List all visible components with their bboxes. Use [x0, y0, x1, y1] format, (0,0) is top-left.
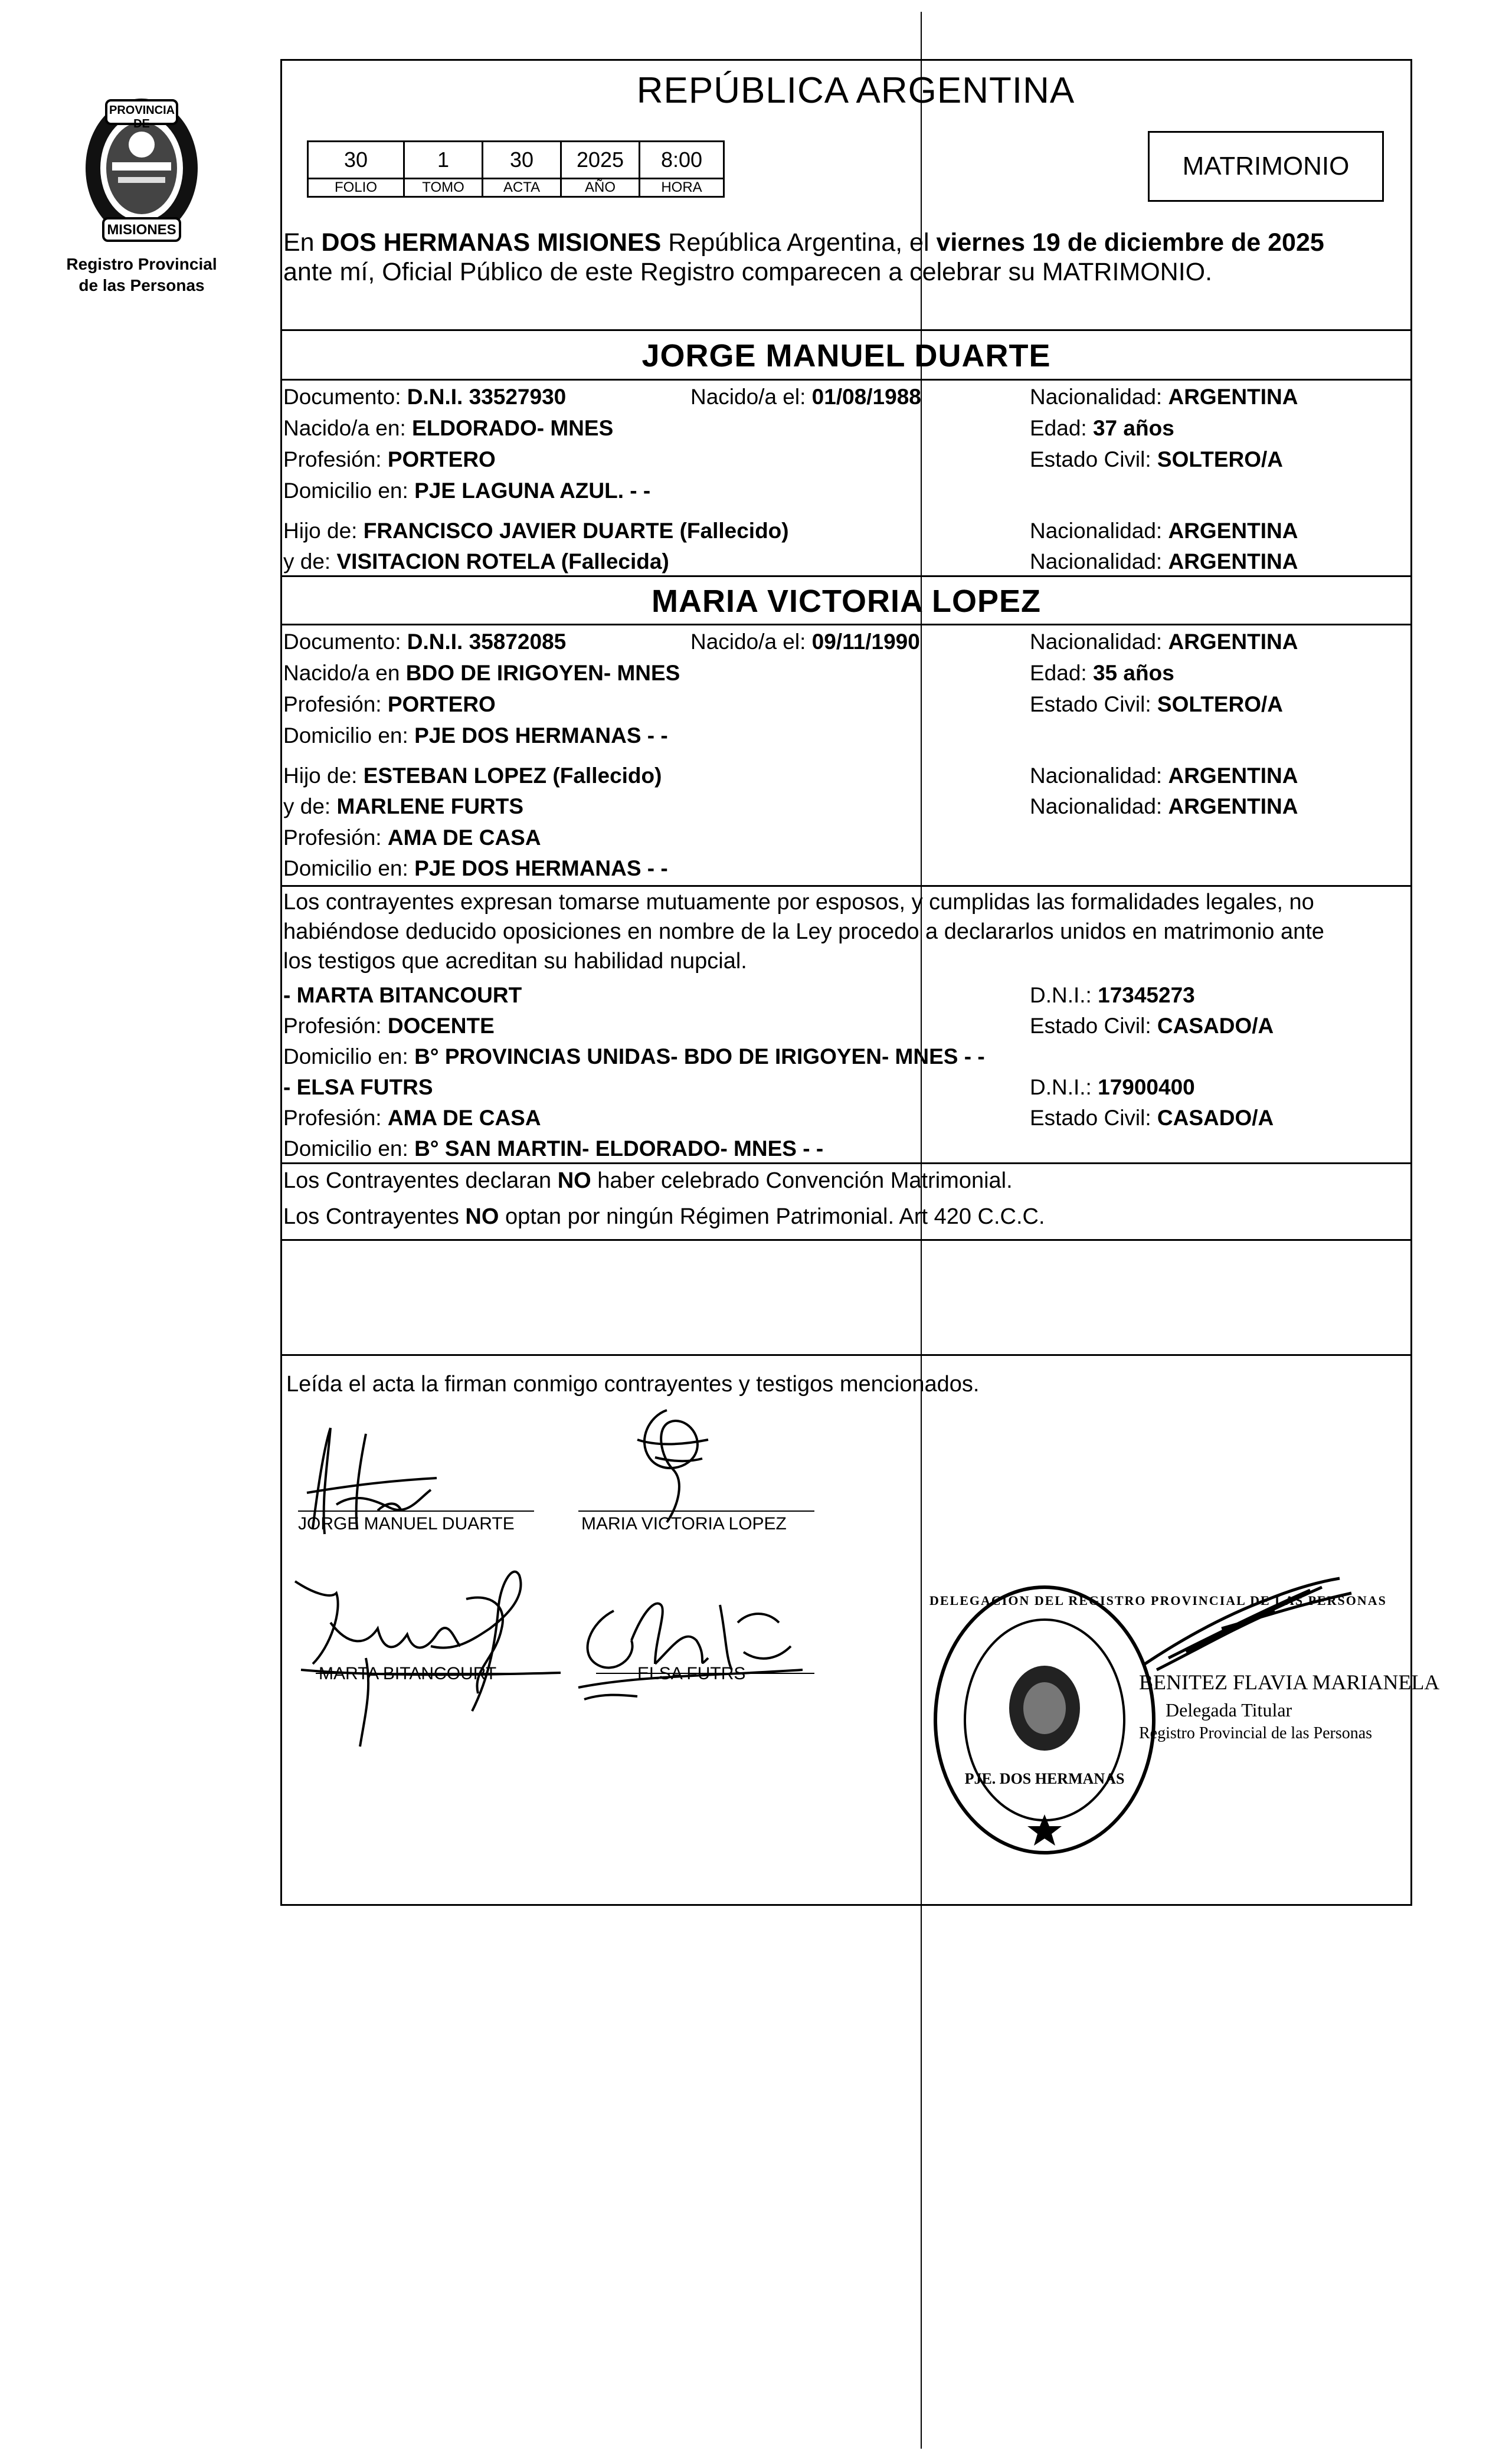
closing-statement: Leída el acta la firman conmigo contrayentes y testigos mencionados.: [286, 1372, 980, 1397]
dni-value: 17345273: [1098, 983, 1195, 1007]
logo-caption: [47, 254, 236, 296]
witness1-signature-caption: MARTA BITANCOURT: [319, 1664, 497, 1683]
spouse1-name: JORGE MANUEL DUARTE: [641, 338, 1051, 373]
regime-line-2: [283, 1201, 1045, 1232]
declaration-line-2: habiéndose deducido oposiciones en nombre de la Ley procedo a declararlos unidos en matrimonio ante: [283, 919, 1324, 944]
address-value: PJE DOS HERMANAS - -: [414, 723, 668, 748]
nat-value: ARGENTINA: [1168, 764, 1298, 788]
mother-label: y de:: [283, 794, 337, 818]
witness2-signature: [567, 1587, 814, 1705]
spouse2-profession: [283, 689, 496, 720]
address-label: Domicilio en:: [283, 1136, 415, 1161]
tomo-value: 1: [404, 142, 483, 179]
born-on-label: Nacido/a el:: [690, 385, 812, 409]
address-label: Domicilio en:: [283, 856, 415, 880]
witness1-profession: [283, 1011, 495, 1041]
profession-label: Profesión:: [283, 825, 388, 850]
father-value: FRANCISCO JAVIER DUARTE (Fallecido): [363, 519, 789, 543]
witness2-signature-caption: ELSA FUTRS: [637, 1664, 746, 1683]
year-label: AÑO: [561, 179, 640, 197]
father-label: Hijo de:: [283, 519, 364, 543]
mother-value: MARLENE FURTS: [336, 794, 524, 818]
nat-label: Nacionalidad:: [1030, 630, 1168, 654]
father-label: Hijo de:: [283, 764, 364, 788]
born-on-label: Nacido/a el:: [690, 630, 812, 654]
nat-label: Nacionalidad:: [1030, 385, 1168, 409]
age-label: Edad:: [1030, 416, 1093, 440]
born-in-value: ELDORADO- MNES: [412, 416, 614, 440]
regime-text: Los Contrayentes: [283, 1204, 466, 1229]
spouse2-mother-profession: [283, 823, 541, 853]
witness1-address: [283, 1041, 985, 1072]
divider-spouse1: [280, 379, 1412, 381]
officer-signature: [1133, 1564, 1363, 1682]
spouse2-father: [283, 761, 662, 791]
spouse2-born-on: [690, 627, 920, 657]
doc-value: D.N.I. 33527930: [407, 385, 567, 409]
hour-value: 8:00: [640, 142, 724, 179]
divider-empty-top: [280, 1239, 1412, 1241]
intro-prefix: En: [283, 228, 322, 257]
regime-line-1: [283, 1165, 1013, 1196]
doc-label: Documento:: [283, 385, 407, 409]
address-label: Domicilio en:: [283, 479, 415, 503]
civil-label: Estado Civil:: [1030, 447, 1157, 471]
nat-value: ARGENTINA: [1168, 630, 1298, 654]
intro-line-1: [283, 227, 1324, 258]
intro-line-2: ante mí, Oficial Público de este Registro comparecen a celebrar su MATRIMONIO.: [283, 258, 1213, 286]
officer-role: Delegada Titular: [1166, 1699, 1292, 1721]
doc-label: Documento:: [283, 630, 407, 654]
officer-name: BENITEZ FLAVIA MARIANELA: [1139, 1670, 1440, 1694]
nat-value: ARGENTINA: [1168, 549, 1298, 574]
spouse2-mother-nationality: [1030, 791, 1298, 822]
father-value: ESTEBAN LOPEZ (Fallecido): [363, 764, 662, 788]
spouse2-doc: [283, 627, 566, 657]
born-on-value: 09/11/1990: [811, 630, 920, 654]
nat-value: ARGENTINA: [1168, 519, 1298, 543]
age-value: 35 años: [1092, 661, 1174, 685]
born-in-label: Nacido/a en:: [283, 416, 413, 440]
folio-value: 30: [308, 142, 404, 179]
dni-label: D.N.I.:: [1030, 1075, 1098, 1099]
stamp-inner-text: PJE. DOS HERMANAS: [964, 1770, 1125, 1787]
caption-line-2: de las Personas: [78, 276, 205, 294]
profession-value: AMA DE CASA: [387, 1106, 541, 1130]
seal-text-top: PROVINCIA DE: [109, 104, 175, 130]
officer-office: Registro Provincial de las Personas: [1139, 1724, 1373, 1742]
spouse1-born-on: [690, 382, 921, 412]
spouse2-civil-status: [1030, 689, 1283, 720]
witness2-name: - ELSA FUTRS: [283, 1075, 433, 1099]
witness1-name: - MARTA BITANCOURT: [283, 983, 522, 1007]
spouse2-signature-line: [578, 1510, 814, 1512]
spouse2-address: [283, 720, 668, 751]
address-value: PJE DOS HERMANAS - -: [414, 856, 668, 880]
address-value: PJE LAGUNA AZUL. - -: [414, 479, 651, 503]
spouse1-civil-status: [1030, 444, 1283, 475]
country-title: REPÚBLICA ARGENTINA: [636, 70, 1075, 111]
regime-text: haber celebrado Convención Matrimonial.: [591, 1168, 1013, 1193]
seal-text-bottom: MISIONES: [107, 222, 176, 238]
civil-value: CASADO/A: [1157, 1014, 1274, 1038]
spouse2-born-in: [283, 658, 680, 689]
spouse1-mother-nationality: [1030, 546, 1298, 577]
witness1-dni: [1030, 980, 1195, 1011]
regime-no: NO: [557, 1168, 591, 1193]
spouse1-doc: [283, 382, 566, 412]
mother-label: y de:: [283, 549, 337, 574]
spouse1-signature-line: [298, 1510, 534, 1512]
dni-value: 17900400: [1098, 1075, 1195, 1099]
profession-label: Profesión:: [283, 692, 388, 716]
born-in-label: Nacido/a en: [283, 661, 406, 685]
spouse2-signature-caption: MARIA VICTORIA LOPEZ: [581, 1514, 787, 1534]
address-value: B° PROVINCIAS UNIDAS- BDO DE IRIGOYEN- MNES - -: [414, 1044, 985, 1069]
spouse1-born-in: [283, 413, 613, 444]
divider-spouse2: [280, 624, 1412, 625]
spouse2-age: [1030, 658, 1174, 689]
tomo-label: TOMO: [404, 179, 483, 197]
year-value: 2025: [561, 142, 640, 179]
registry-table: [307, 140, 725, 198]
marriage-date: viernes 19 de diciembre de 2025: [936, 228, 1324, 257]
witness2-profession: [283, 1103, 541, 1133]
regime-text: optan por ningún Régimen Patrimonial. Art 420 C.C.C.: [499, 1204, 1045, 1229]
spouse2-nationality: [1030, 627, 1298, 657]
doc-value: D.N.I. 35872085: [407, 630, 567, 654]
witness2-dni: [1030, 1072, 1195, 1103]
spouse1-father-nationality: [1030, 516, 1298, 546]
witness2-civil-status: [1030, 1103, 1274, 1133]
spouse1-nationality: [1030, 382, 1298, 412]
address-label: Domicilio en:: [283, 723, 415, 748]
civil-label: Estado Civil:: [1030, 1014, 1157, 1038]
declaration-line-1: Los contrayentes expresan tomarse mutuamente por esposos, y cumplidas las formalidades legales, no: [283, 890, 1314, 915]
spouse2-father-nationality: [1030, 761, 1298, 791]
marriage-place: DOS HERMANAS MISIONES: [321, 228, 662, 257]
profession-label: Profesión:: [283, 1106, 388, 1130]
spouse2-mother-address: [283, 853, 668, 884]
profession-label: Profesión:: [283, 1014, 388, 1038]
nat-label: Nacionalidad:: [1030, 794, 1168, 818]
mother-value: VISITACION ROTELA (Fallecida): [336, 549, 669, 574]
spouse1-signature-caption: JORGE MANUEL DUARTE: [298, 1514, 515, 1534]
acta-label: ACTA: [483, 179, 561, 197]
age-label: Edad:: [1030, 661, 1093, 685]
folio-label: FOLIO: [308, 179, 404, 197]
stamp-ring-text: DELEGACION DEL REGISTRO PROVINCIAL DE LAS PERSONAS: [929, 1593, 1387, 1608]
spouse1-mother: [283, 546, 669, 577]
nat-value: ARGENTINA: [1168, 794, 1298, 818]
intro-mid: República Argentina, el: [661, 228, 937, 257]
witness2-address: [283, 1133, 823, 1164]
born-in-value: BDO DE IRIGOYEN- MNES: [405, 661, 680, 685]
nat-label: Nacionalidad:: [1030, 764, 1168, 788]
civil-value: SOLTERO/A: [1157, 692, 1284, 716]
profession-label: Profesión:: [283, 447, 388, 471]
witness1-civil-status: [1030, 1011, 1274, 1041]
divider-header: [280, 329, 1412, 331]
address-value: B° SAN MARTIN- ELDORADO- MNES - -: [414, 1136, 824, 1161]
born-on-value: 01/08/1988: [811, 385, 921, 409]
nat-label: Nacionalidad:: [1030, 549, 1168, 574]
spouse1-address: [283, 476, 650, 506]
nat-label: Nacionalidad:: [1030, 519, 1168, 543]
profession-value: AMA DE CASA: [387, 825, 541, 850]
divider-closing: [280, 1354, 1412, 1356]
nat-value: ARGENTINA: [1168, 385, 1298, 409]
caption-line-1: Registro Provincial: [66, 255, 217, 273]
regime-text: Los Contrayentes declaran: [283, 1168, 558, 1193]
spouse2-name: MARIA VICTORIA LOPEZ: [651, 584, 1041, 619]
civil-label: Estado Civil:: [1030, 1106, 1157, 1130]
address-label: Domicilio en:: [283, 1044, 415, 1069]
age-value: 37 años: [1092, 416, 1174, 440]
profession-value: DOCENTE: [387, 1014, 495, 1038]
civil-value: SOLTERO/A: [1157, 447, 1284, 471]
profession-value: PORTERO: [387, 692, 496, 716]
spouse1-father: [283, 516, 789, 546]
witness1-signature: [277, 1558, 584, 1752]
acta-value: 30: [483, 142, 561, 179]
civil-label: Estado Civil:: [1030, 692, 1157, 716]
civil-value: CASADO/A: [1157, 1106, 1274, 1130]
dni-label: D.N.I.:: [1030, 983, 1098, 1007]
declaration-line-3: los testigos que acreditan su habilidad nupcial.: [283, 949, 747, 974]
profession-value: PORTERO: [387, 447, 496, 471]
act-type-badge: MATRIMONIO: [1148, 131, 1384, 202]
regime-no: NO: [465, 1204, 499, 1229]
hour-label: HORA: [640, 179, 724, 197]
spouse1-age: [1030, 413, 1174, 444]
spouse2-mother: [283, 791, 523, 822]
spouse1-profession: [283, 444, 496, 475]
